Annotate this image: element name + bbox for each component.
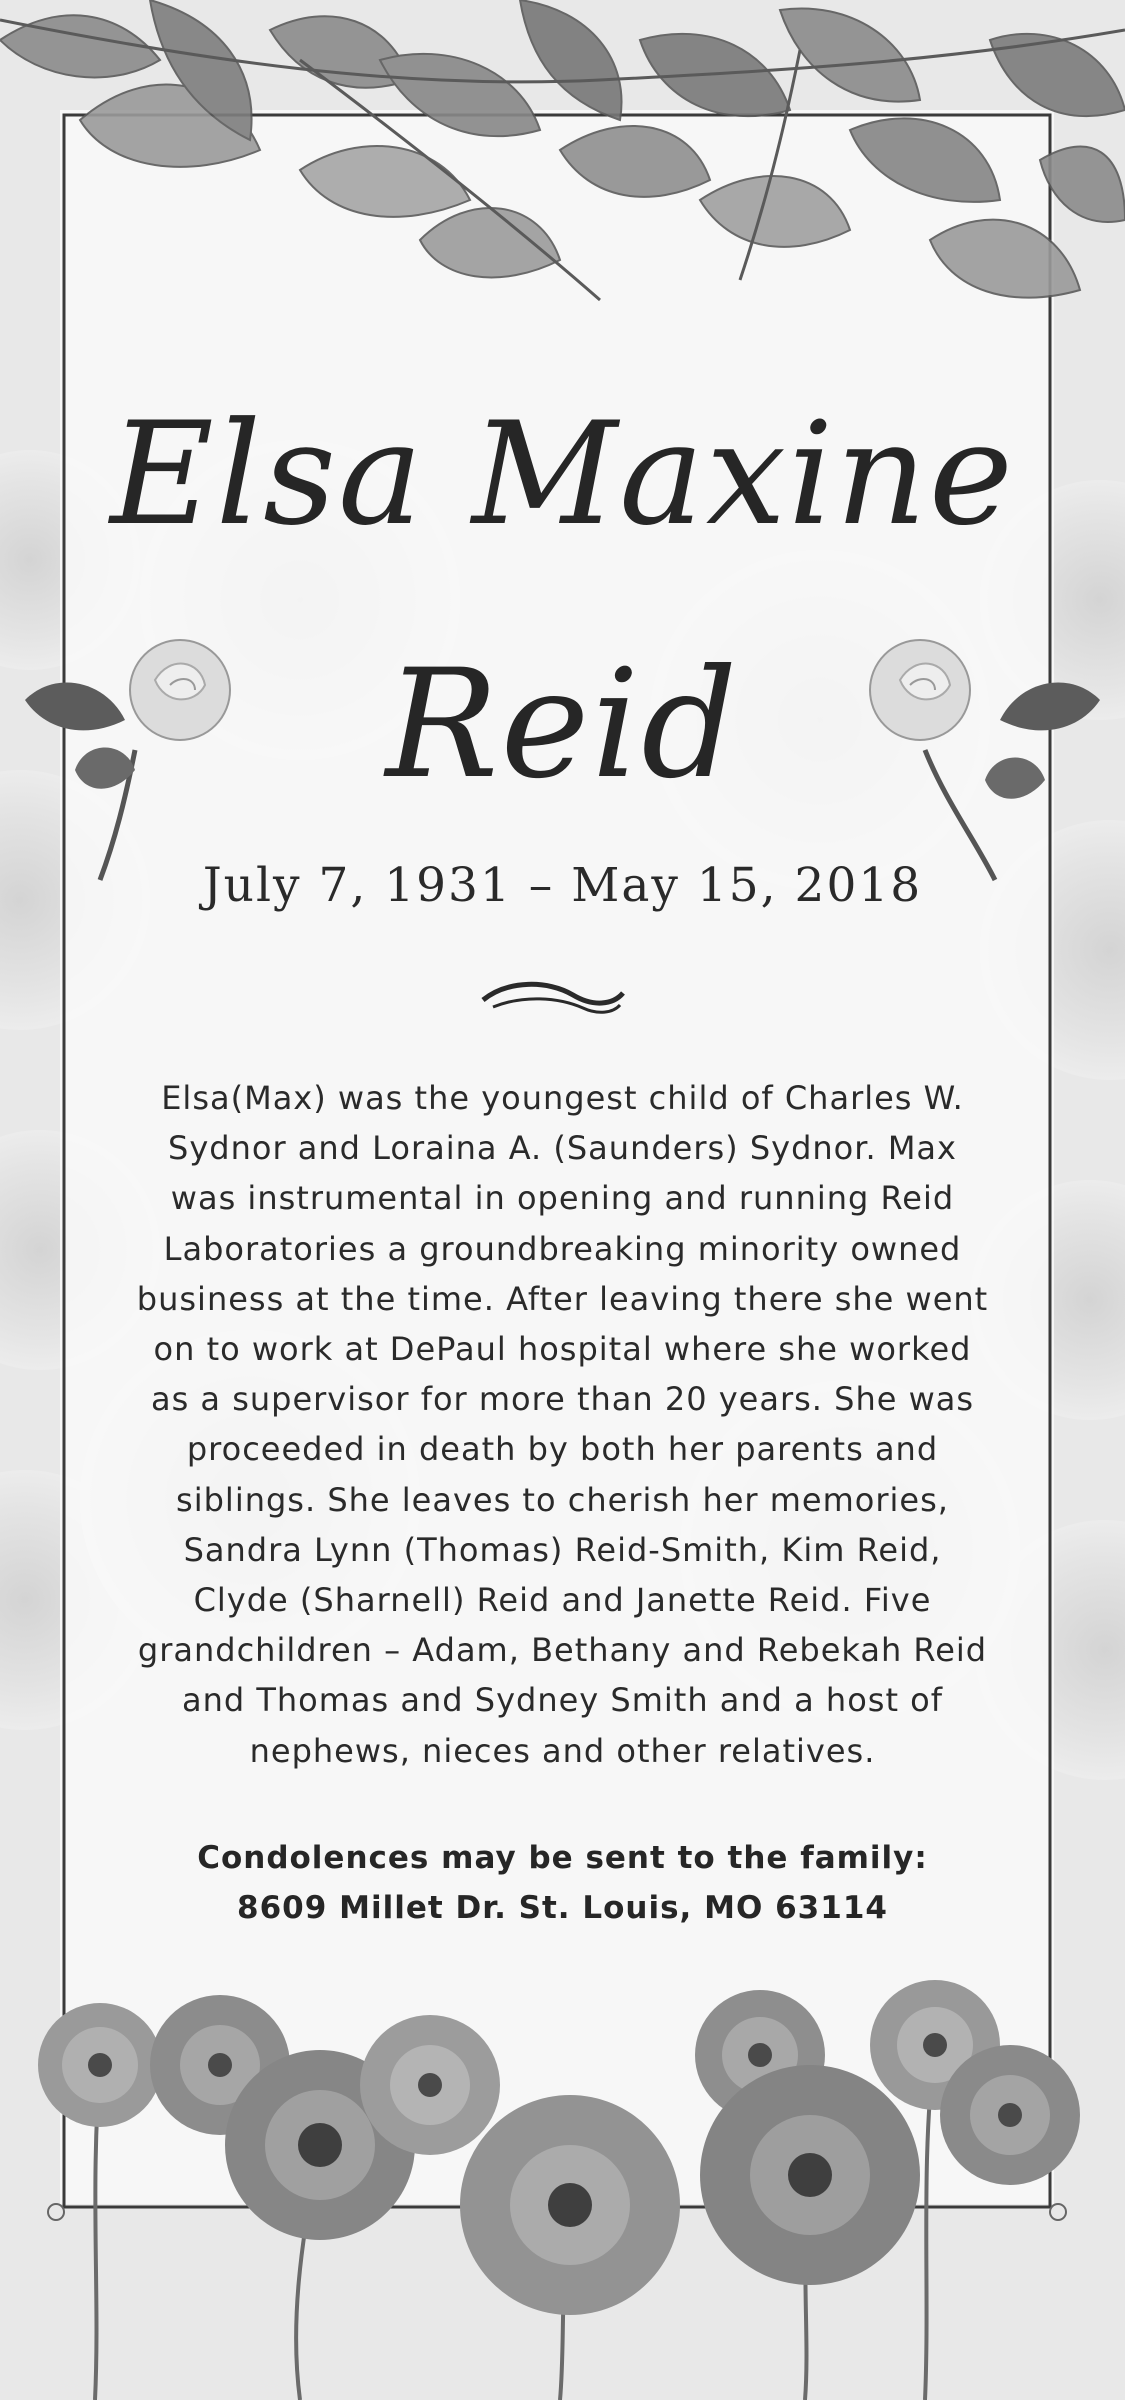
- biography-line: business at the time. After leaving there she went: [136, 1279, 989, 1318]
- biography-line: grandchildren – Adam, Bethany and Rebekah Reid: [137, 1631, 988, 1670]
- biography-line: Clyde (Sharnell) Reid and Janette Reid. Five: [193, 1581, 932, 1620]
- biography-line: Laboratories a groundbreaking minority owned: [163, 1229, 962, 1268]
- biography-line: Sydnor and Loraina A. (Saunders) Sydnor. Max: [168, 1129, 957, 1168]
- deceased-last-name: Reid: [385, 638, 740, 812]
- biography-line: siblings. She leaves to cherish her memories,: [176, 1480, 949, 1519]
- watercolor-leaves-icon: [0, 0, 1125, 400]
- biography-line: on to work at DePaul hospital where she worked: [153, 1330, 972, 1369]
- obituary-biography: [120, 1073, 1005, 1776]
- life-dates: July 7, 1931 – May 15, 2018: [202, 858, 923, 913]
- condolences-line: Condolences may be sent to the family:: [197, 1840, 928, 1876]
- biography-line: as a supervisor for more than 20 years. She was: [150, 1380, 975, 1419]
- biography-line: Elsa(Max) was the youngest child of Charles W.: [161, 1079, 964, 1117]
- deceased-first-names: Elsa Maxine: [110, 392, 1015, 557]
- biography-line: and Thomas and Sydney Smith and a host of: [181, 1681, 944, 1720]
- biography-line: was instrumental in opening and running Reid: [170, 1179, 955, 1218]
- daisy-flowers-icon: [0, 1945, 1125, 2400]
- biography-line: Sandra Lynn (Thomas) Reid-Smith, Kim Reid,: [183, 1530, 942, 1569]
- biography-line: nephews, nieces and other relatives.: [249, 1731, 876, 1770]
- condolences-address: 8609 Millet Dr. St. Louis, MO 63114: [237, 1890, 888, 1926]
- biography-line: proceeded in death by both her parents and: [186, 1430, 939, 1469]
- swash-ornament-icon: [478, 975, 628, 1023]
